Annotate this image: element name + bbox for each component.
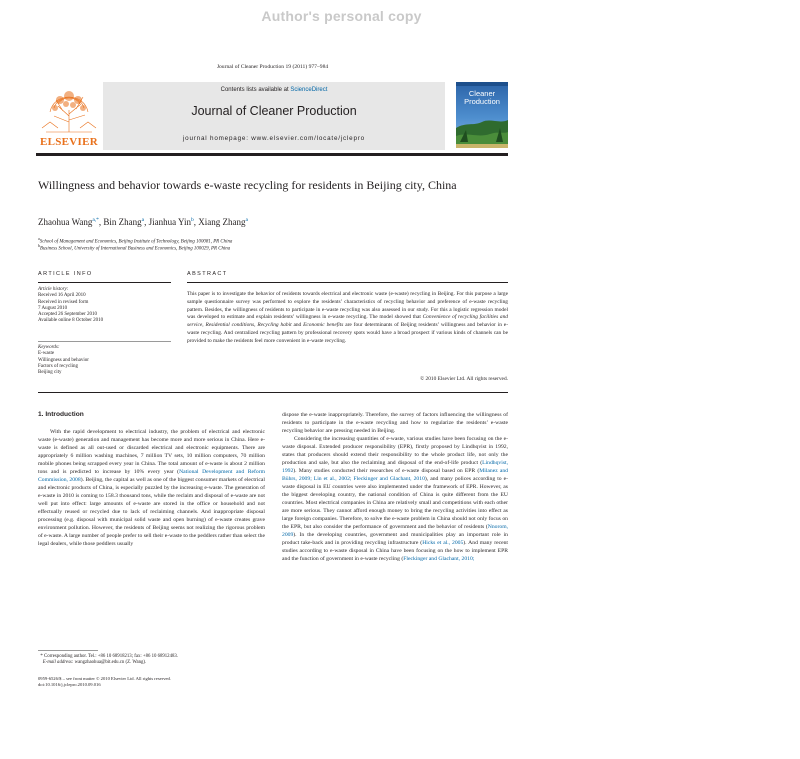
article-history: [38, 287, 171, 325]
citation-link[interactable]: Milanez and Bührs, 2009; Lin et al., 2002; Fleckinger and Glachant, 2010: [282, 468, 508, 482]
issn-block: [38, 676, 268, 689]
abstract-heading: ABSTRACT: [187, 271, 228, 277]
article-info-rule: [38, 282, 171, 283]
contents-line: [103, 87, 445, 93]
citation-link[interactable]: National Development and Reform Commission, 2008: [38, 469, 265, 483]
body-column-right: [282, 411, 508, 563]
journal-citation: Journal of Cleaner Production 19 (2011) 977–984: [216, 64, 329, 70]
affiliation: [38, 243, 508, 253]
elsevier-logo: [36, 82, 102, 148]
affiliation-text: School of Management and Economics, Beijing Institute of Technology, Beijing 100081, PR China: [39, 239, 233, 245]
keyword: Beijing city: [38, 370, 62, 376]
citation-link[interactable]: Lindhqvist, 1992: [282, 460, 508, 474]
author-name: Bin Zhang: [103, 217, 142, 227]
history-entry: Received in revised form: [38, 299, 89, 305]
history-entry: Received 16 April 2010: [38, 293, 86, 299]
keyword: E-waste: [38, 351, 55, 357]
paragraph: With the rapid development to electrical industry, the problem of electrical and electronic waste (e-waste) generation and management has become more and more serious in China. Here e-waste is defined as all out-used or discarded electrical and electronic equipments. There are appropriately 6 million washing machines, 7 million TV sets, 10 million computers, 70 million mobile phones being scrapped every year in China. The total amount of e-waste is about 2 million tons and is predicted to increase by 10% every year (National Development and Reform Commission, 2008). Beijing, the capital as well as one of the biggest consumer markets of electrical and electronic products of China, is especially puzzled by the increasing e-waste. The generation of e-waste in 2010 is coming to 158.3 thousand tons, while the reclaim and disposal of e-waste are not well put into effect: large amounts of e-waste are stored in the office or household and not effectually reused or recycled due to lack of reclaiming channels. And inappropriate disposal processing (e.g. disposal with municipal solid waste and open burning) of e-waste creates grave environment pollution. However, the residents of Beijing seems not realizing the rigorous problem of e-waste. A large number of people prefer to sell their e-waste to the peddlers rather than select the legal dealers, while those peddlers usually: [38, 429, 265, 547]
email-label: E-mail address:: [42, 660, 74, 666]
affiliation-mark: b: [38, 243, 40, 248]
citation-link[interactable]: Nnorom, 2009: [282, 524, 508, 538]
author-affil-mark: a,: [92, 217, 97, 223]
history-entry: 7 August 2010: [38, 305, 68, 311]
history-label: Article history:: [38, 287, 69, 292]
body-column-left: [38, 428, 265, 548]
keywords-rule: [38, 341, 171, 342]
journal-cover: [456, 82, 508, 148]
article-title: Willingness and behavior towards e-waste recycling for residents in Beijing city, China: [38, 178, 457, 192]
paragraph: dispose the e-waste inappropriately. Therefore, the survey of factors influencing the willingness of residents to participate in the e-waste recycling and how to regularize the residents’ e-waste recycling behavior are pressing needed in Beijing.: [282, 412, 508, 434]
footnote-star: *: [40, 654, 43, 659]
author-name: Zhaohua Wang: [38, 217, 93, 227]
contents-prefix: Contents lists available at: [220, 87, 291, 93]
elsevier-tree-icon: [36, 82, 102, 136]
footnote-rule: [38, 650, 98, 651]
keywords: [38, 345, 171, 376]
author-affil-mark[interactable]: a: [141, 217, 145, 223]
footnote: [38, 654, 268, 667]
issn-line: 0959-6526/$ – see front matter © 2010 Elsevier Ltd. All rights reserved.: [38, 676, 171, 681]
history-entry: Available online 8 October 2010: [38, 318, 104, 324]
author-affil-mark[interactable]: a: [245, 217, 248, 223]
body-separator-rule: [38, 392, 508, 393]
cover-title-line2: Production: [464, 97, 500, 106]
journal-masthead: [103, 82, 445, 150]
keyword: Willingness and behavior: [38, 357, 89, 363]
citation-link[interactable]: Fleckinger and Glachant, 2010;: [403, 556, 475, 562]
sciencedirect-link[interactable]: ScienceDirect: [290, 87, 328, 93]
keywords-label: Keywords:: [38, 345, 60, 350]
affiliation-mark: a: [38, 236, 40, 241]
abstract-copyright: © 2010 Elsevier Ltd. All rights reserved.: [420, 376, 508, 382]
author-name: Xiang Zhang: [198, 217, 246, 227]
email-address[interactable]: wangzhaohua@bit.edu.cn (Z. Wang).: [73, 660, 147, 666]
cover-title-line1: Cleaner: [468, 89, 496, 98]
affiliation-text: Business School, University of International Business and Economics, Beijing 100029, PR China: [40, 246, 231, 252]
corresponding-author: Corresponding author. Tel.: +86 10 68918213; fax: +86 10 68912483.: [42, 654, 178, 659]
abstract-text: This paper is to investigate the behavior of residents towards electrical and electronic waste (e-waste) recycling in Beijing. For this purpose a large sample questionnaire survey was performed to explore the residents’ characteristics of recycling behavior and preference of e-waste recycling pattern. Besides, the willingness of residents to participate in e-waste recycling was also assessed in our study. For this a logistic regression model was developed to estimate and explain residents’ willingness in e-waste recycling. The model showed that Convenience of recycling facilities and service, Residential conditions, Recycling habit and Economic benefits are four determinants of Beijing residents’ willingness and behavior in e-waste recycling. And centralized recycling pattern by professional recovery spots would have a broad prospect if various kinds of channels can be provided to make the residents feel more convenient in e-waste recycling.: [187, 291, 508, 344]
author-name: Jianhua Yin: [148, 217, 192, 227]
header-rule: [36, 153, 508, 156]
history-entry: Accepted 26 September 2010: [38, 312, 98, 318]
citation-link[interactable]: Hicks et al., 2005: [422, 540, 464, 546]
paragraph: Considering the increasing quantities of e-waste, various studies have been focusing on the e-waste disposal. Extended producer responsibility (EPR), firstly proposed by Lindhqvist in 1992, states that producers should extend their responsibility to the whole product life, not only the production and sale, but also the reclaiming and disposal of the end-of-life product (Lindhqvist, 1992). Many studies conducted their researches of e-waste disposal based on EPR (Milanez and Bührs, 2009; Lin et al., 2002; Fleckinger and Glachant, 2010), and many polices according to e-waste disposal in EU countries were also implemented under the framework of EPR. However, as the biggest developing country, the national condition of China is quite different from the EU countries. Most electrical companies in China are relatively small and competitions with each other are more serious. They cannot afford enough money to bring the recycling activities into effect as large foreign companies. Therefore, to solve the e-waste problem in China should not only focus on the EPR, but also consider the performance of government and the behavior of residents (Nnorom, 2009). In the developing countries, government and municipalities play an important role in product take-back and in providing recycling infrastructure (Hicks et al., 2005). And many recent studies according to e-waste disposal in China have been focusing on the how to implement EPR and the function of government in e-waste recycling (Fleckinger and Glachant, 2010;: [282, 436, 509, 562]
abstract-rule: [187, 282, 508, 283]
corresponding-star[interactable]: *: [96, 217, 99, 223]
elsevier-wordmark: ELSEVIER: [39, 136, 99, 148]
keyword: Factors of recycling: [38, 363, 78, 369]
author-affil-mark[interactable]: b: [191, 217, 194, 223]
article-info-heading: ARTICLE INFO: [38, 271, 93, 277]
doi-link[interactable]: doi:10.1016/j.jclepro.2010.09.016: [38, 682, 101, 688]
author-list: Zhaohua Wang$^{a,*}$, Bin Zhang$^a$, Jianhua Yin$^b$, Xiang Zhang$^a$: [38, 217, 248, 227]
journal-homepage-link[interactable]: journal homepage: www.elsevier.com/locate/jclepro: [182, 135, 365, 142]
journal-name: Journal of Cleaner Production: [191, 104, 357, 118]
watermark: Author's personal copy: [261, 8, 422, 24]
section-heading-introduction: 1. Introduction: [38, 411, 84, 418]
